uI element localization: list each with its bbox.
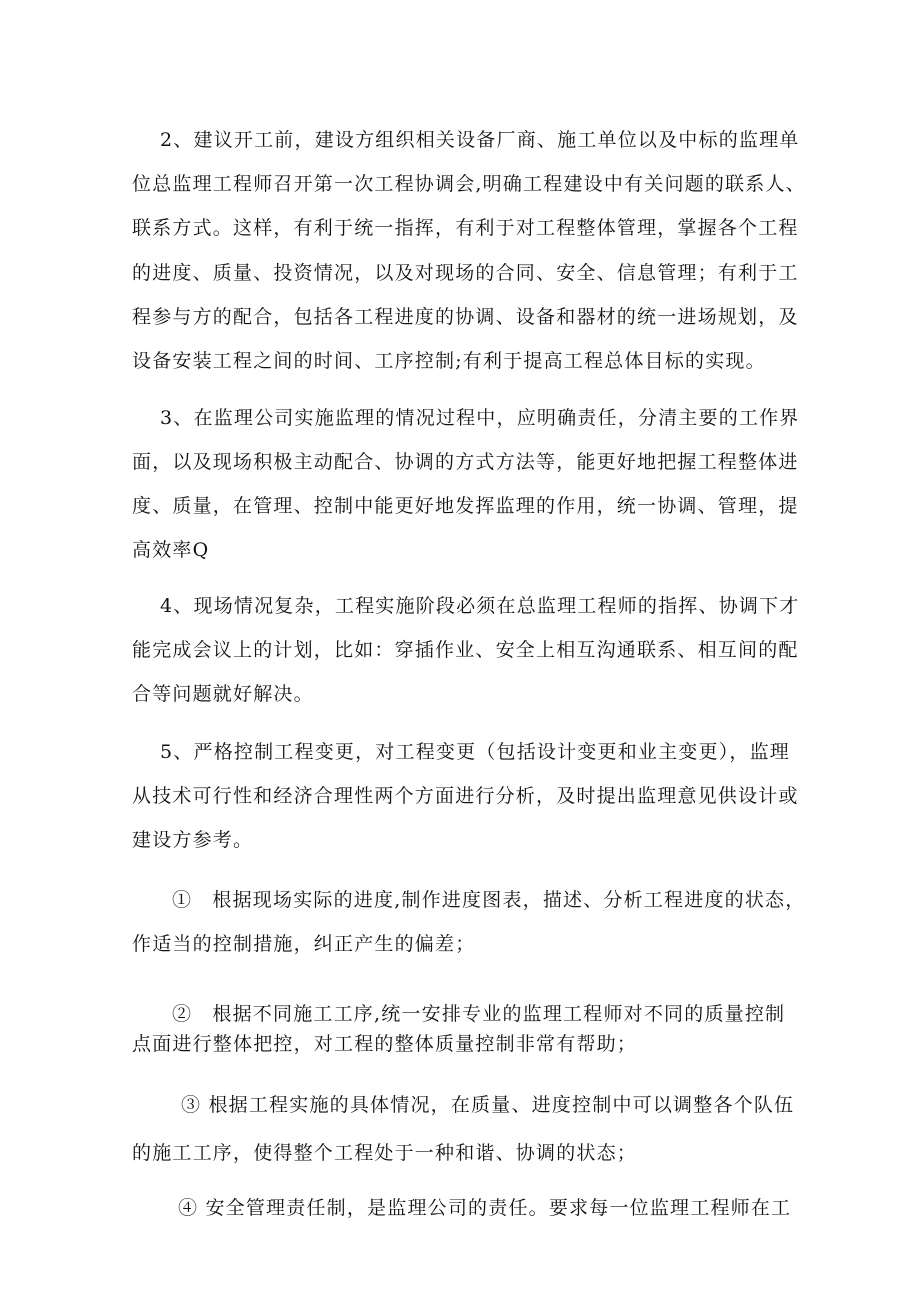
paragraph-2-line-3: 联系方式。这样，有利于统一指挥，有利于对工程整体管理，掌握各个工程 — [132, 217, 799, 239]
list-item-4-line-1: ④ 安全管理责任制，是监理公司的责任。要求每一位监理工程师在工 — [178, 1197, 792, 1219]
list-item-3-line-2: 的施工工序，使得整个工程处于一种和谐、协调的状态； — [132, 1142, 638, 1164]
paragraph-2-line-5: 程参与方的配合，包括各工程进度的协调、设备和器材的统一进场规划，及 — [132, 306, 799, 328]
list-item-1-line-2: 作适当的控制措施，纠正产生的偏差； — [132, 933, 476, 955]
paragraph-4-line-2: 能完成会议上的计划，比如：穿插作业、安全上相互沟通联系、相互间的配 — [132, 639, 799, 661]
paragraph-2-line-2: 位总监理工程师召开第一次工程协调会,明确工程建设中有关问题的联系人、 — [132, 173, 806, 195]
paragraph-3-line-3: 度、质量，在管理、控制中能更好地发挥监理的作用，统一协调、管理，提 — [132, 495, 799, 517]
list-item-2-line-1: ② 根据不同施工工序,统一安排专业的监理工程师对不同的质量控制 — [172, 1003, 786, 1025]
paragraph-2-line-4: 的进度、质量、投资情况，以及对现场的合同、安全、信息管理；有利于工 — [132, 262, 799, 284]
paragraph-3-line-2: 面，以及现场积极主动配合、协调的方式方法等，能更好地把握工程整体进 — [132, 451, 799, 473]
paragraph-5-line-1: 5、严格控制工程变更，对工程变更（包括设计变更和业主变更），监理 — [160, 741, 790, 763]
paragraph-3-line-1: 3、在监理公司实施监理的情况过程中，应明确责任，分清主要的工作界 — [160, 407, 800, 429]
paragraph-4-line-3: 合等问题就好解决。 — [132, 683, 314, 705]
list-item-1-line-1: ① 根据现场实际的进度,制作进度图表，描述、分析工程进度的状态， — [172, 889, 806, 911]
paragraph-3-line-4: 高效率Q — [132, 539, 210, 561]
paragraph-2-line-1: 2、建议开工前，建设方组织相关设备厂商、施工单位以及中标的监理单 — [160, 129, 800, 151]
list-item-3-line-1: ③ 根据工程实施的具体情况，在质量、进度控制中可以调整各个队伍 — [181, 1094, 795, 1116]
paragraph-2-line-6: 设备安装工程之间的时间、工序控制;有利于提高工程总体目标的实现。 — [132, 350, 766, 372]
paragraph-5-line-2: 从技术可行性和经济合理性两个方面进行分析，及时提出监理意见供设计或 — [132, 785, 799, 807]
list-item-2-line-2: 点面进行整体把控，对工程的整体质量控制非常有帮助； — [132, 1033, 638, 1055]
paragraph-4-line-1: 4、现场情况复杂，工程实施阶段必须在总监理工程师的指挥、协调下才 — [160, 595, 800, 617]
paragraph-5-line-3: 建设方参考。 — [132, 829, 254, 851]
